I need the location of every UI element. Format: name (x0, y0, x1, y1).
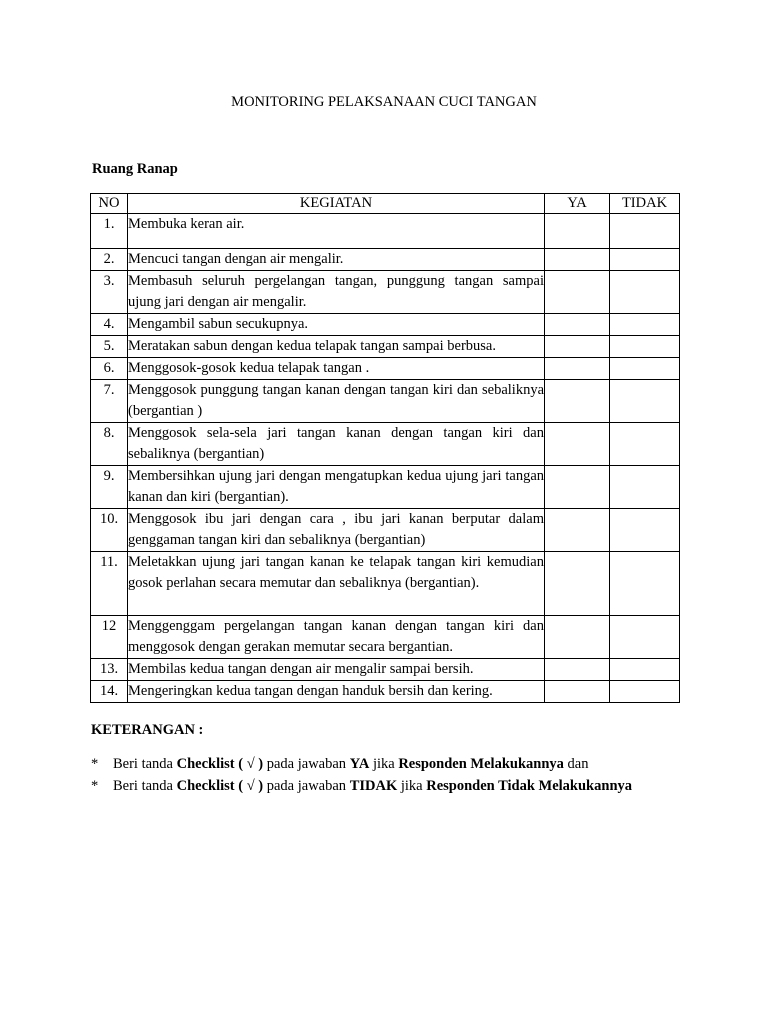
row-activity: Mencuci tangan dengan air mengalir. (128, 249, 545, 271)
table-row (91, 681, 680, 703)
tidak-checkbox-cell[interactable] (610, 659, 680, 681)
note-answer: TIDAK (349, 778, 398, 794)
bullet-asterisk: * (91, 756, 99, 772)
table-header-row (91, 194, 680, 214)
row-activity: Menggosok-gosok kedua telapak tangan . (128, 358, 545, 380)
table-row (91, 214, 680, 249)
row-activity: Membasuh seluruh pergelangan tangan, punggung tangan sampai ujung jari dengan air mengalir. (128, 271, 545, 314)
row-number: 5. (91, 336, 128, 358)
row-activity: Mengambil sabun secukupnya. (128, 314, 545, 336)
tidak-checkbox-cell[interactable] (610, 271, 680, 314)
keterangan-title: KETERANGAN : (91, 722, 204, 738)
note-jika: jika (372, 756, 395, 772)
row-number: 14. (91, 681, 128, 703)
row-number: 10. (91, 509, 128, 552)
note-text (113, 753, 588, 775)
row-activity: Menggosok sela-sela jari tangan kanan dengan tangan kiri dan sebaliknya (bergantian) (128, 423, 545, 466)
ya-checkbox-cell[interactable] (545, 681, 610, 703)
tidak-checkbox-cell[interactable] (610, 681, 680, 703)
table-row (91, 423, 680, 466)
tidak-checkbox-cell[interactable] (610, 336, 680, 358)
row-number: 9. (91, 466, 128, 509)
ya-checkbox-cell[interactable] (545, 509, 610, 552)
tidak-checkbox-cell[interactable] (610, 616, 680, 659)
row-number: 12 (91, 616, 128, 659)
ya-checkbox-cell[interactable] (545, 659, 610, 681)
row-number: 1. (91, 214, 128, 249)
table-row (91, 659, 680, 681)
note-mid: pada jawaban (266, 778, 347, 794)
row-activity: Menggosok punggung tangan kanan dengan tangan kiri dan sebaliknya (bergantian ) (128, 380, 545, 423)
note-checklist: Checklist ( √ ) (176, 756, 264, 772)
row-activity: Meratakan sabun dengan kedua telapak tangan sampai berbusa. (128, 336, 545, 358)
table-row (91, 380, 680, 423)
ya-checkbox-cell[interactable] (545, 214, 610, 249)
tidak-checkbox-cell[interactable] (610, 358, 680, 380)
row-number: 6. (91, 358, 128, 380)
note-answer: YA (349, 756, 370, 772)
ya-checkbox-cell[interactable] (545, 271, 610, 314)
table-row (91, 336, 680, 358)
ya-checkbox-cell[interactable] (545, 314, 610, 336)
ya-checkbox-cell[interactable] (545, 423, 610, 466)
table-row (91, 358, 680, 380)
ya-checkbox-cell[interactable] (545, 336, 610, 358)
table-row (91, 314, 680, 336)
note-suffix: dan (567, 756, 589, 772)
header-no: NO (91, 194, 128, 214)
bullet-asterisk: * (91, 778, 99, 794)
tidak-checkbox-cell[interactable] (610, 423, 680, 466)
page-title: MONITORING PELAKSANAAN CUCI TANGAN (231, 94, 537, 110)
header-ya: YA (545, 194, 610, 214)
table-row (91, 616, 680, 659)
ya-checkbox-cell[interactable] (545, 466, 610, 509)
note-prefix: Beri tanda (113, 756, 173, 772)
tidak-checkbox-cell[interactable] (610, 380, 680, 423)
table-row (91, 271, 680, 314)
tidak-checkbox-cell[interactable] (610, 314, 680, 336)
row-activity: Menggosok ibu jari dengan cara , ibu jari kanan berputar dalam genggaman tangan kiri dan sebaliknya (bergantian) (128, 509, 545, 552)
row-number: 8. (91, 423, 128, 466)
row-activity: Menggenggam pergelangan tangan kanan dengan tangan kiri dan menggosok dengan gerakan memutar secara bergantian. (128, 616, 545, 659)
header-tidak: TIDAK (610, 194, 680, 214)
row-activity: Membuka keran air. (128, 214, 545, 249)
ya-checkbox-cell[interactable] (545, 358, 610, 380)
note-checklist: Checklist ( √ ) (176, 778, 264, 794)
ya-checkbox-cell[interactable] (545, 616, 610, 659)
ya-checkbox-cell[interactable] (545, 249, 610, 271)
row-number: 13. (91, 659, 128, 681)
note-respondent: Responden Melakukannya (398, 756, 564, 772)
tidak-checkbox-cell[interactable] (610, 214, 680, 249)
row-number: 3. (91, 271, 128, 314)
tidak-checkbox-cell[interactable] (610, 509, 680, 552)
tidak-checkbox-cell[interactable] (610, 249, 680, 271)
monitoring-table (90, 193, 680, 703)
section-label: Ruang Ranap (92, 161, 178, 177)
tidak-checkbox-cell[interactable] (610, 466, 680, 509)
row-activity: Membersihkan ujung jari dengan mengatupkan kedua ujung jari tangan kanan dan kiri (bergantian). (128, 466, 545, 509)
note-mid: pada jawaban (266, 756, 347, 772)
table-row (91, 249, 680, 271)
row-activity: Membilas kedua tangan dengan air mengalir sampai bersih. (128, 659, 545, 681)
row-activity: Mengeringkan kedua tangan dengan handuk bersih dan kering. (128, 681, 545, 703)
ya-checkbox-cell[interactable] (545, 380, 610, 423)
header-kegiatan: KEGIATAN (128, 194, 545, 214)
table-row (91, 552, 680, 616)
row-number: 4. (91, 314, 128, 336)
note-respondent: Responden Tidak Melakukannya (426, 778, 633, 794)
row-activity: Meletakkan ujung jari tangan kanan ke telapak tangan kiri kemudian gosok perlahan secara memutar dan sebaliknya (bergantian). (128, 552, 545, 616)
note-jika: jika (400, 778, 423, 794)
table-row (91, 509, 680, 552)
row-number: 11. (91, 552, 128, 616)
ya-checkbox-cell[interactable] (545, 552, 610, 616)
row-number: 7. (91, 380, 128, 423)
note-text (113, 775, 632, 797)
note-prefix: Beri tanda (113, 778, 173, 794)
table-row (91, 466, 680, 509)
tidak-checkbox-cell[interactable] (610, 552, 680, 616)
row-number: 2. (91, 249, 128, 271)
